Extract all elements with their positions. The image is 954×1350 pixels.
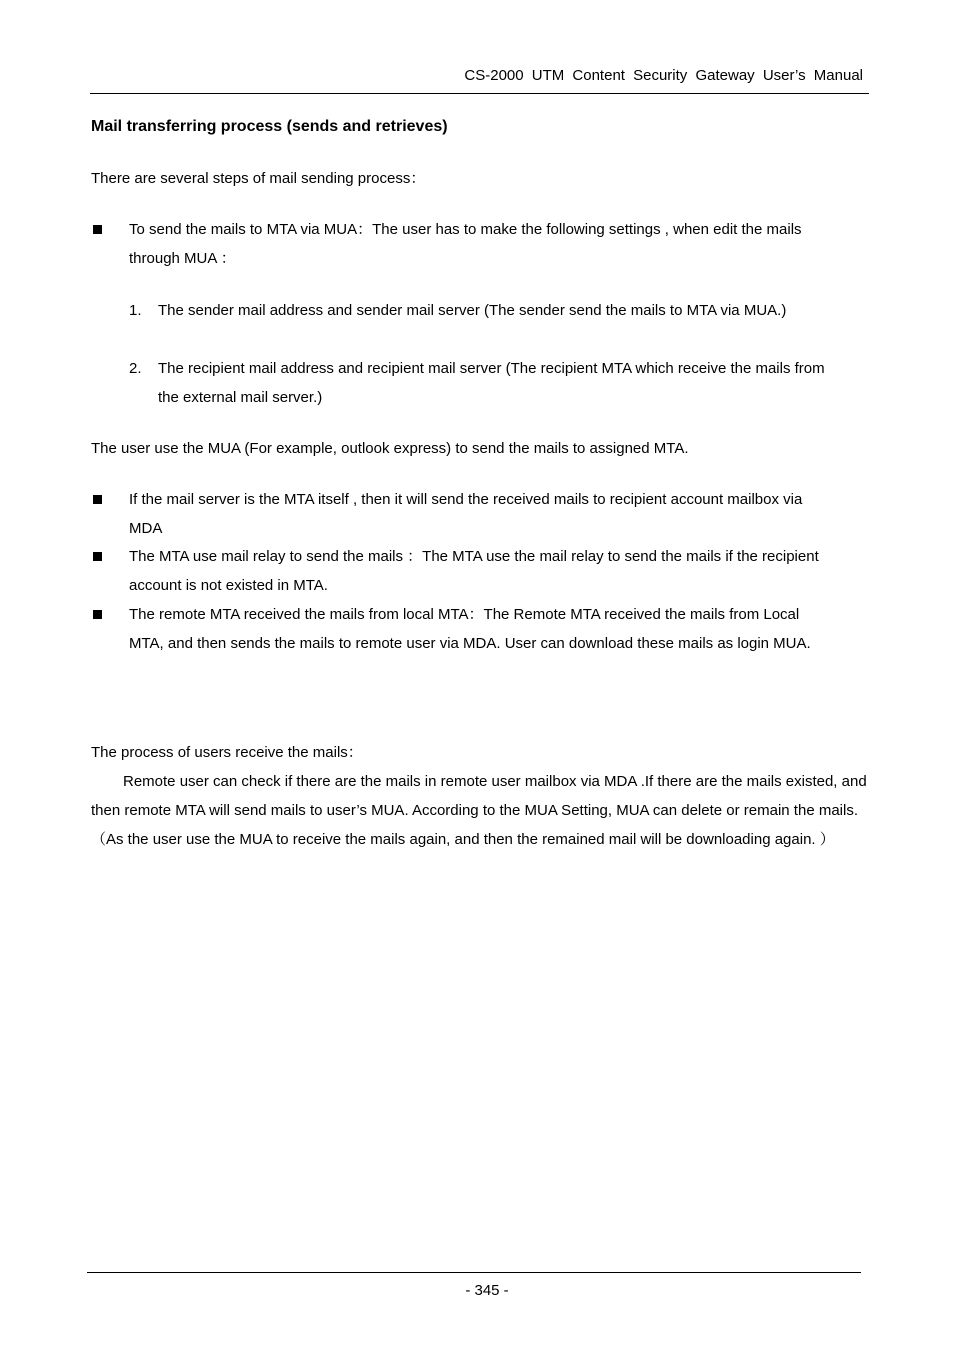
footer-divider — [87, 1272, 861, 1273]
page-number: - 345 - — [465, 1282, 509, 1299]
square-bullet-icon — [93, 225, 102, 234]
list-number: 2. — [129, 360, 142, 377]
numbered-item: The recipient mail address and recipient mail server (The recipient MTA which receive the mails from the external mail server.) — [158, 360, 825, 406]
header-divider — [90, 93, 869, 94]
list-number: 1. — [129, 302, 142, 319]
section-heading: Mail transferring process (sends and retrieves) — [91, 118, 448, 135]
bullet-item: The MTA use mail relay to send the mails ：The MTA use the mail relay to send the mails if the recipient account is not existed in MTA. — [129, 548, 819, 594]
intro-paragraph: There are several steps of mail sending process： — [91, 170, 426, 187]
receive-paragraph — [91, 767, 871, 854]
numbered-item: The sender mail address and sender mail server (The sender send the mails to MTA via MUA.) — [158, 302, 787, 319]
mua-paragraph: The user use the MUA (For example, outlook express) to send the mails to assigned MTA. — [91, 440, 689, 457]
bullet-item: If the mail server is the MTA itself , then it will send the received mails to recipient account mailbox via MDA — [129, 491, 803, 537]
page-header: CS-2000 UTM Content Security Gateway User’s Manual — [464, 67, 863, 84]
receive-title: The process of users receive the mails： — [91, 744, 363, 761]
bullet-item: To send the mails to MTA via MUA：The user has to make the following settings , when edit the mails through MUA ： — [129, 221, 802, 267]
square-bullet-icon — [93, 495, 102, 504]
square-bullet-icon — [93, 552, 102, 561]
bullet-item: The remote MTA received the mails from local MTA：The Remote MTA received the mails from Local MTA, and then sends the mails to remote user via MDA. User can download these mails as login MUA. — [129, 606, 811, 652]
square-bullet-icon — [93, 610, 102, 619]
receive-paragraph-text: Remote user can check if there are the mails in remote user mailbox via MDA .If there are the mails existed, and then remote MTA will send mails to user’s MUA. According to the MUA Setting, MUA can delete or remain the mails.（As the user use the MUA to receive the mails again, and then the remained mail will be downloading again. ） — [91, 773, 867, 848]
